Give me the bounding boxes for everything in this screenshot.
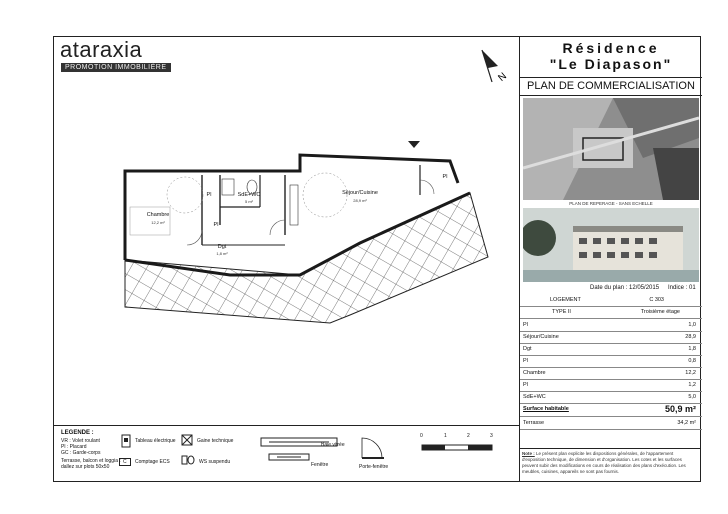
legend-tableau: Tableau électrique	[135, 438, 176, 444]
brand-subtitle: PROMOTION IMMOBILIÈRE	[61, 63, 171, 72]
room-row: Pl 0,8	[520, 355, 702, 368]
logement-header-row: LOGEMENT C 303	[520, 294, 702, 307]
terrasse-row: Terrasse 34,2 m²	[520, 417, 702, 430]
ws-suspendu-icon	[181, 454, 195, 466]
porte-fenetre-icon	[358, 432, 388, 462]
baie-vitree-icon	[259, 434, 349, 464]
legend-title: LEGENDE :	[61, 430, 94, 436]
aerial-map-image	[523, 98, 699, 200]
room-pl-label-1: Pl	[206, 192, 212, 198]
room-row: Dgt 1,8	[520, 343, 702, 356]
legend-item: Pl : Placard	[61, 444, 87, 450]
aerial-caption: PLAN DE REPERAGE - SANS ECHELLE	[569, 201, 653, 206]
tableau-electrique-icon	[121, 434, 131, 448]
room-sejour-area: 28,9 m²	[353, 198, 367, 203]
scale-bar-icon	[421, 440, 493, 454]
legend-compteur-icon: C	[119, 458, 131, 466]
legend-fenetre: Fenêtre	[311, 462, 329, 468]
legend-gaine: Gaine technique	[197, 438, 234, 444]
plan-date: Date du plan : 12/05/2015	[590, 285, 660, 291]
room-chambre-label: Chambre	[146, 212, 170, 218]
legend	[53, 425, 519, 483]
legend-item: VR : Volet roulant	[61, 438, 100, 444]
room-dgt-area: 1,8 m²	[216, 251, 228, 256]
scale-tick: 1	[444, 433, 447, 439]
plan-type-title: PLAN DE COMMERCIALISATION	[520, 77, 702, 96]
room-sde-label: SdE+WC	[237, 192, 261, 198]
scale-tick: 2	[467, 433, 470, 439]
notes-box: Note : Le présent plan explicite les dispositions générales, de l'appartement d'exposition technique, de dimension et d'organisation. Les cotes et les surfaces peuvent subir des modifications en cours de réalisation des plans d'exécution. Les meubles, cuisines, appareils ne sont pas fournis.	[519, 448, 701, 483]
gaine-technique-icon	[181, 434, 193, 446]
room-chambre-area: 12,2 m²	[151, 220, 165, 225]
plan-index: Indice : 01	[668, 285, 696, 291]
legend-porte: Porte-fenêtre	[359, 464, 389, 470]
room-row: Pl 1,0	[520, 319, 702, 332]
room-row: Chambre 12,2	[520, 367, 702, 380]
room-dgt-label: Dgt	[217, 244, 227, 250]
room-row: Séjour/Cuisine 28,9	[520, 331, 702, 344]
info-panel	[519, 36, 702, 482]
legend-compteur: Comptage ECS	[135, 459, 170, 465]
residence-name: "Le Diapason"	[549, 56, 673, 72]
logement-type-row: TYPE II Troisième étage	[520, 306, 702, 319]
legend-baie: Baie vitrée	[321, 442, 345, 448]
svg-text:N: N	[496, 70, 509, 84]
floor-plan	[110, 135, 505, 325]
legend-item: Terrasse, balcon et loggia :	[61, 458, 121, 464]
legend-item: dallez sur plots 50x50	[61, 464, 110, 470]
room-row: SdE+WC 5,0	[520, 391, 702, 404]
scale-tick: 0	[420, 433, 423, 439]
residence-title: Résidence	[562, 40, 660, 56]
room-sejour-label: Séjour/Cuisine	[342, 190, 378, 196]
room-sde-area: 5 m²	[245, 199, 253, 204]
legend-item: GC : Garde-corps	[61, 450, 101, 456]
room-pl-label-2: Pl	[213, 222, 219, 228]
terrace-area	[125, 193, 488, 323]
room-row: Pl 1,2	[520, 379, 702, 392]
room-pl-label-3: Pl	[442, 174, 448, 180]
building-render-image	[523, 208, 699, 282]
legend-ws: WS suspendu	[199, 459, 231, 465]
scale-tick: 3	[490, 433, 493, 439]
brand-logo: ataraxia	[60, 37, 143, 62]
north-arrow-icon	[478, 46, 514, 86]
surface-habitable-row: Surface habitable 50,9 m²	[520, 403, 702, 417]
